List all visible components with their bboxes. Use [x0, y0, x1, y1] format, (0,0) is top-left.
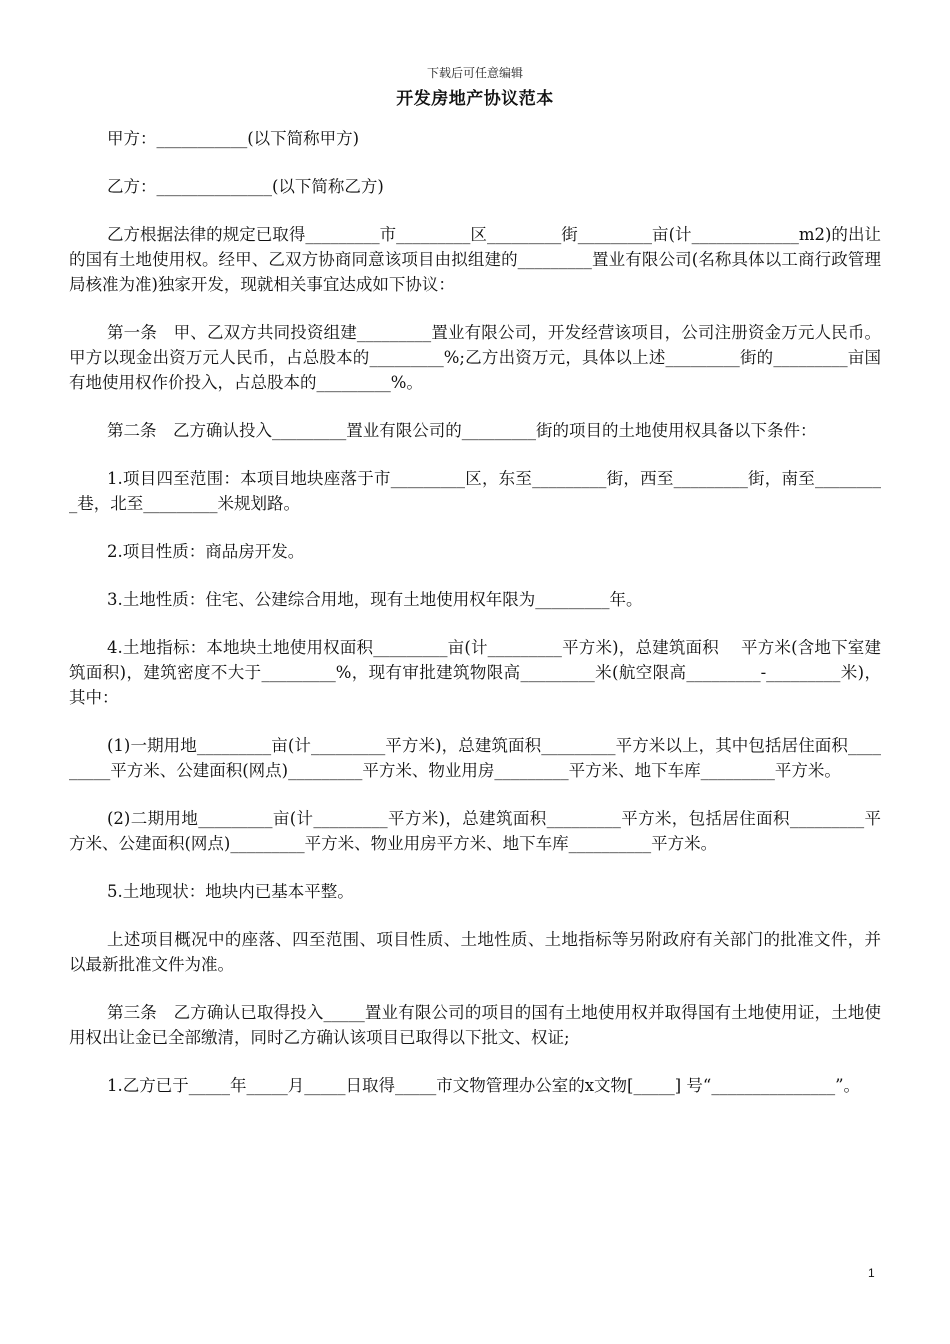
article-2-item-2: 2.项目性质：商品房开发。: [107, 542, 305, 561]
article-2-item-3: 3.土地性质：住宅、公建综合用地，现有土地使用权年限为_________年。: [107, 590, 643, 609]
party-a-line: 甲方：___________(以下简称甲方): [107, 129, 360, 148]
phase-1-paragraph: (1)一期用地_________亩(计_________平方米)，总建筑面积_________平方米以上，其中包括居住面积_________平方米、公建面积(网点)_________平方米、物业用房_________平方米、地下车库_________平方米。: [69, 736, 881, 780]
phase-2-paragraph: (2)二期用地_________亩(计_________平方米)，总建筑面积_________平方米，包括居住面积_________平方米、公建面积(网点)_________平方米、物业用房平方米、地下车库__________平方米。: [69, 809, 881, 853]
article-2: 第二条 乙方确认投入_________置业有限公司的_________街的项目的土地使用权具备以下条件：: [107, 421, 817, 440]
document-title: 开发房地产协议范本: [396, 89, 554, 109]
article-2-item-5: 5.土地现状：地块内已基本平整。: [107, 882, 354, 901]
article-1: 第一条 甲、乙双方共同投资组建_________置业有限公司，开发经营该项目，公司注册资金万元人民币。甲方以现金出资万元人民币，占总股本的_________%;乙方出资万元，具体以上述_________街的_________亩国有地使用权作价投入，占总股本的_________%。: [69, 323, 881, 392]
page-number: 1: [868, 1266, 875, 1280]
document-body: [69, 126, 881, 1121]
party-b-line: 乙方：______________(以下简称乙方): [107, 177, 384, 196]
approval-note-paragraph: 上述项目概况中的座落、四至范围、项目性质、土地性质、土地指标等另附政府有关部门的批准文件，并以最新批准文件为准。: [69, 930, 881, 974]
intro-paragraph: 乙方根据法律的规定已取得_________市_________区_________街_________亩(计_____________m2)的出让的国有土地使用权。经甲、乙双方协商同意该项目由拟组建的_________置业有限公司(名称具体以工商行政管理局核准为准)独家开发，现就相关事宜达成如下协议：: [69, 225, 881, 294]
article-2-item-1: 1.项目四至范围：本项目地块座落于市_________区，东至_________街，西至_________街，南至_________巷，北至_________米规划路。: [69, 469, 881, 513]
header-note: 下载后可任意编辑: [426, 66, 523, 80]
article-3-item-1: 1.乙方已于_____年_____月_____日取得_____市文物管理办公室的x文物[_____] 号“_______________”。: [107, 1076, 861, 1095]
article-3: 第三条 乙方确认已取得投入_____置业有限公司的项目的国有土地使用权并取得国有土地使用证，土地使用权出让金已全部缴清，同时乙方确认该项目已取得以下批文、权证;: [69, 1003, 881, 1047]
article-2-item-4: 4.土地指标：本地块土地使用权面积_________亩(计_________平方米)，总建筑面积 平方米(含地下室建筑面积)，建筑密度不大于_________%，现有审批建筑物限高_________米(航空限高_________-_________米)，其中：: [69, 638, 881, 707]
